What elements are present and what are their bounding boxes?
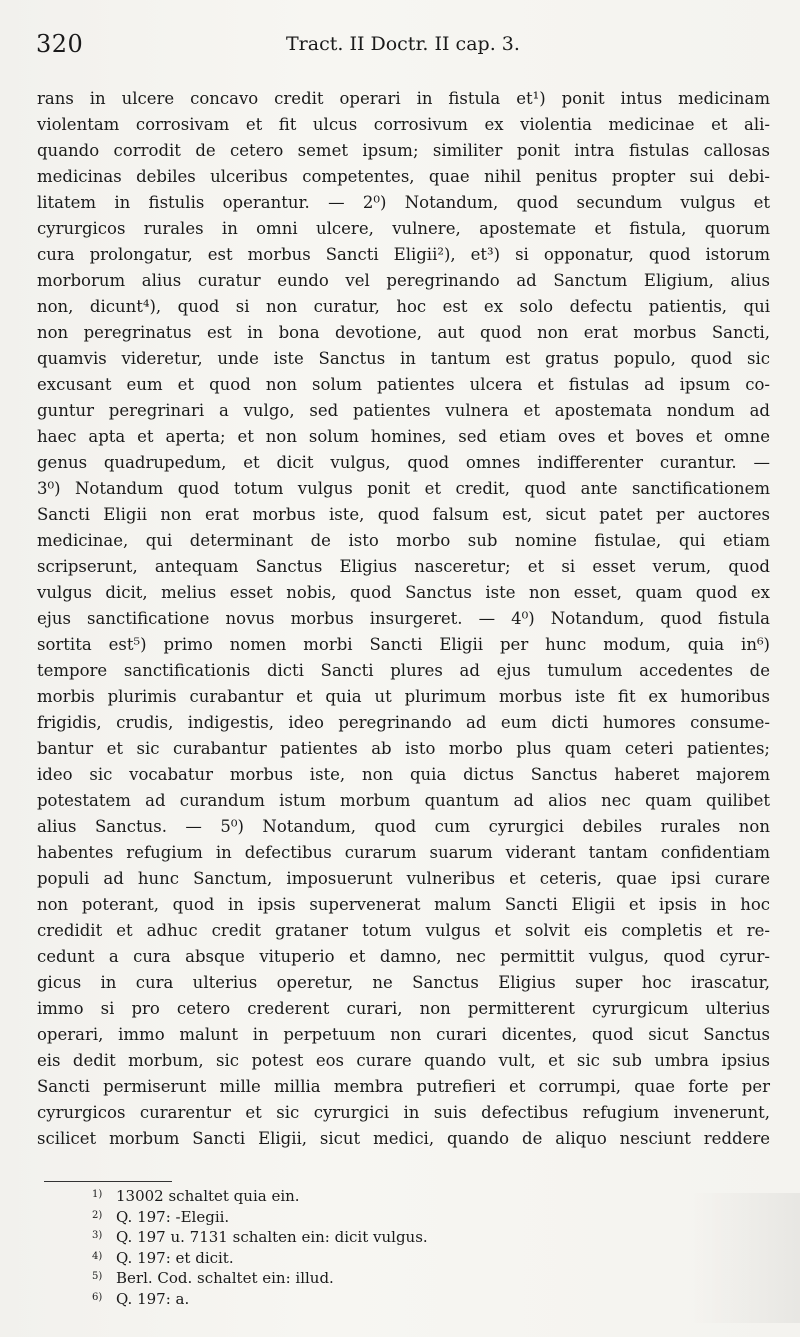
text-line: potestatem ad curandum istum morbum quantum ad alios nec quam quilibet — [37, 791, 770, 810]
footnote — [92, 1226, 732, 1247]
footnotes — [92, 1185, 732, 1308]
text-line: excusant eum et quod non solum patientes ulcera et fistulas ad ipsum co- — [37, 375, 770, 394]
text-line: haec apta et aperta; et non solum homines, sed etiam oves et boves et omne — [37, 427, 770, 446]
text-line: quando corrodit de cetero semet ipsum; similiter ponit intra fistulas callosas — [37, 141, 770, 160]
footnote-text: Q. 197: a. — [116, 1289, 190, 1308]
footnote — [92, 1185, 732, 1206]
footnote-text: Q. 197: et dicit. — [116, 1248, 234, 1267]
text-line: quamvis videretur, unde iste Sanctus in tantum est gratus populo, quod sic — [37, 349, 770, 368]
text-line: alius Sanctus. — 5⁰) Notandum, quod cum cyrurgici debiles rurales non — [37, 817, 770, 836]
text-line: immo si pro cetero crederent curari, non permitterent cyrurgicum ulterius — [37, 999, 770, 1018]
show-through-shade — [690, 1193, 800, 1323]
footnote-text: Q. 197: -Elegii. — [116, 1207, 230, 1226]
text-line: bantur et sic curabantur patientes ab isto morbo plus quam ceteri patientes; — [37, 739, 770, 758]
text-line: gicus in cura ulterius operetur, ne Sanctus Eligius super hoc irascatur, — [37, 973, 770, 992]
text-line: operari, immo malunt in perpetuum non curari dicentes, quod sicut Sanctus — [37, 1025, 770, 1044]
footnote-mark: 3) — [92, 1230, 103, 1241]
text-line: 3⁰) Notandum quod totum vulgus ponit et credit, quod ante sanctificationem — [37, 479, 770, 498]
text-line: cyrurgicos curarentur et sic cyrurgici in suis defectibus refugium invenerunt, — [37, 1103, 770, 1122]
text-line: cyrurgicos rurales in omni ulcere, vulnere, apostemate et fistula, quorum — [37, 219, 770, 238]
text-line: medicinae, qui determinant de isto morbo sub nomine fistulae, qui etiam — [37, 531, 770, 550]
footnote-rule — [44, 1181, 172, 1182]
text-line: guntur peregrinari a vulgo, sed patientes vulnera et apostemata nondum ad — [37, 401, 770, 420]
text-line: credidit et adhuc credit grataner totum vulgus et solvit eis completis et re- — [37, 921, 770, 940]
footnote — [92, 1288, 732, 1309]
text-line: frigidis, crudis, indigestis, ideo peregrinando ad eum dicti humores consume- — [37, 713, 770, 732]
footnote — [92, 1247, 732, 1268]
footnote-mark: 4) — [92, 1250, 103, 1262]
page-number: 320 — [36, 30, 84, 58]
text-line: tempore sanctificationis dicti Sancti plures ad ejus tumulum accedentes de — [37, 661, 770, 680]
page-header — [36, 30, 776, 70]
text-line: eis dedit morbum, sic potest eos curare quando vult, et sic sub umbra ipsius — [37, 1051, 770, 1070]
footnote — [92, 1267, 732, 1288]
text-line: rans in ulcere concavo credit operari in fistula et¹) ponit intus medicinam — [37, 89, 770, 108]
text-line: non poterant, quod in ipsis supervenerat malum Sancti Eligii et ipsis in hoc — [37, 895, 770, 914]
text-line: scilicet morbum Sancti Eligii, sicut medici, quando de aliquo nesciunt reddere — [37, 1129, 770, 1148]
footnote-mark: 6) — [92, 1291, 103, 1303]
text-line: non peregrinatus est in bona devotione, aut quod non erat morbus Sancti, — [37, 323, 770, 342]
text-line: non, dicunt⁴), quod si non curatur, hoc est ex solo defectu patientis, qui — [37, 297, 770, 316]
text-line: morbis plurimis curabantur et quia ut plurimum morbus iste fit ex humoribus — [37, 687, 770, 706]
footnote-text: Q. 197 u. 7131 schalten ein: dicit vulgus. — [116, 1228, 428, 1246]
footnote-text: 13002 schaltet quia ein. — [116, 1187, 300, 1205]
running-head: Tract. II Doctr. II cap. 3. — [286, 33, 520, 55]
footnote-mark: 2) — [92, 1209, 103, 1221]
text-line: ejus sanctificatione novus morbus insurgeret. — 4⁰) Notandum, quod fistula — [37, 609, 770, 628]
text-line: vulgus dicit, melius esset nobis, quod Sanctus iste non esset, quam quod ex — [37, 583, 770, 602]
footnote-mark: 5) — [92, 1271, 103, 1282]
body-text — [37, 86, 770, 1152]
text-line: morborum alius curatur eundo vel peregrinando ad Sanctum Eligium, alius — [37, 271, 770, 290]
text-line: cedunt a cura absque vituperio et damno, nec permittit vulgus, quod cyrur- — [37, 947, 770, 966]
text-line: medicinas debiles ulceribus competentes, quae nihil penitus propter sui debi- — [37, 167, 770, 186]
footnote — [92, 1206, 732, 1227]
text-line: genus quadrupedum, et dicit vulgus, quod omnes indifferenter curantur. — — [37, 453, 770, 472]
text-line: scripserunt, antequam Sanctus Eligius nasceretur; et si esset verum, quod — [37, 557, 770, 576]
footnote-text: Berl. Cod. schaltet ein: illud. — [116, 1269, 334, 1287]
text-line: populi ad hunc Sanctum, imposuerunt vulneribus et ceteris, quae ipsi curare — [37, 869, 770, 888]
text-line: ideo sic vocabatur morbus iste, non quia dictus Sanctus haberet majorem — [37, 765, 770, 784]
text-line: habentes refugium in defectibus curarum suarum viderant tantam confidentiam — [37, 843, 770, 862]
text-line: cura prolongatur, est morbus Sancti Eligii²), et³) si opponatur, quod istorum — [37, 245, 770, 264]
text-line: violentam corrosivam et fit ulcus corrosivum ex violentia medicinae et ali- — [37, 115, 770, 134]
text-line: Sancti Eligii non erat morbus iste, quod falsum est, sicut patet per auctores — [37, 505, 770, 524]
text-line: sortita est⁵) primo nomen morbi Sancti Eligii per hunc modum, quia in⁶) — [37, 635, 770, 654]
text-line: Sancti permiserunt mille millia membra putrefieri et corrumpi, quae forte per — [37, 1077, 770, 1096]
text-line: litatem in fistulis operantur. — 2⁰) Notandum, quod secundum vulgus et — [37, 193, 770, 212]
footnote-mark: 1) — [92, 1189, 103, 1200]
